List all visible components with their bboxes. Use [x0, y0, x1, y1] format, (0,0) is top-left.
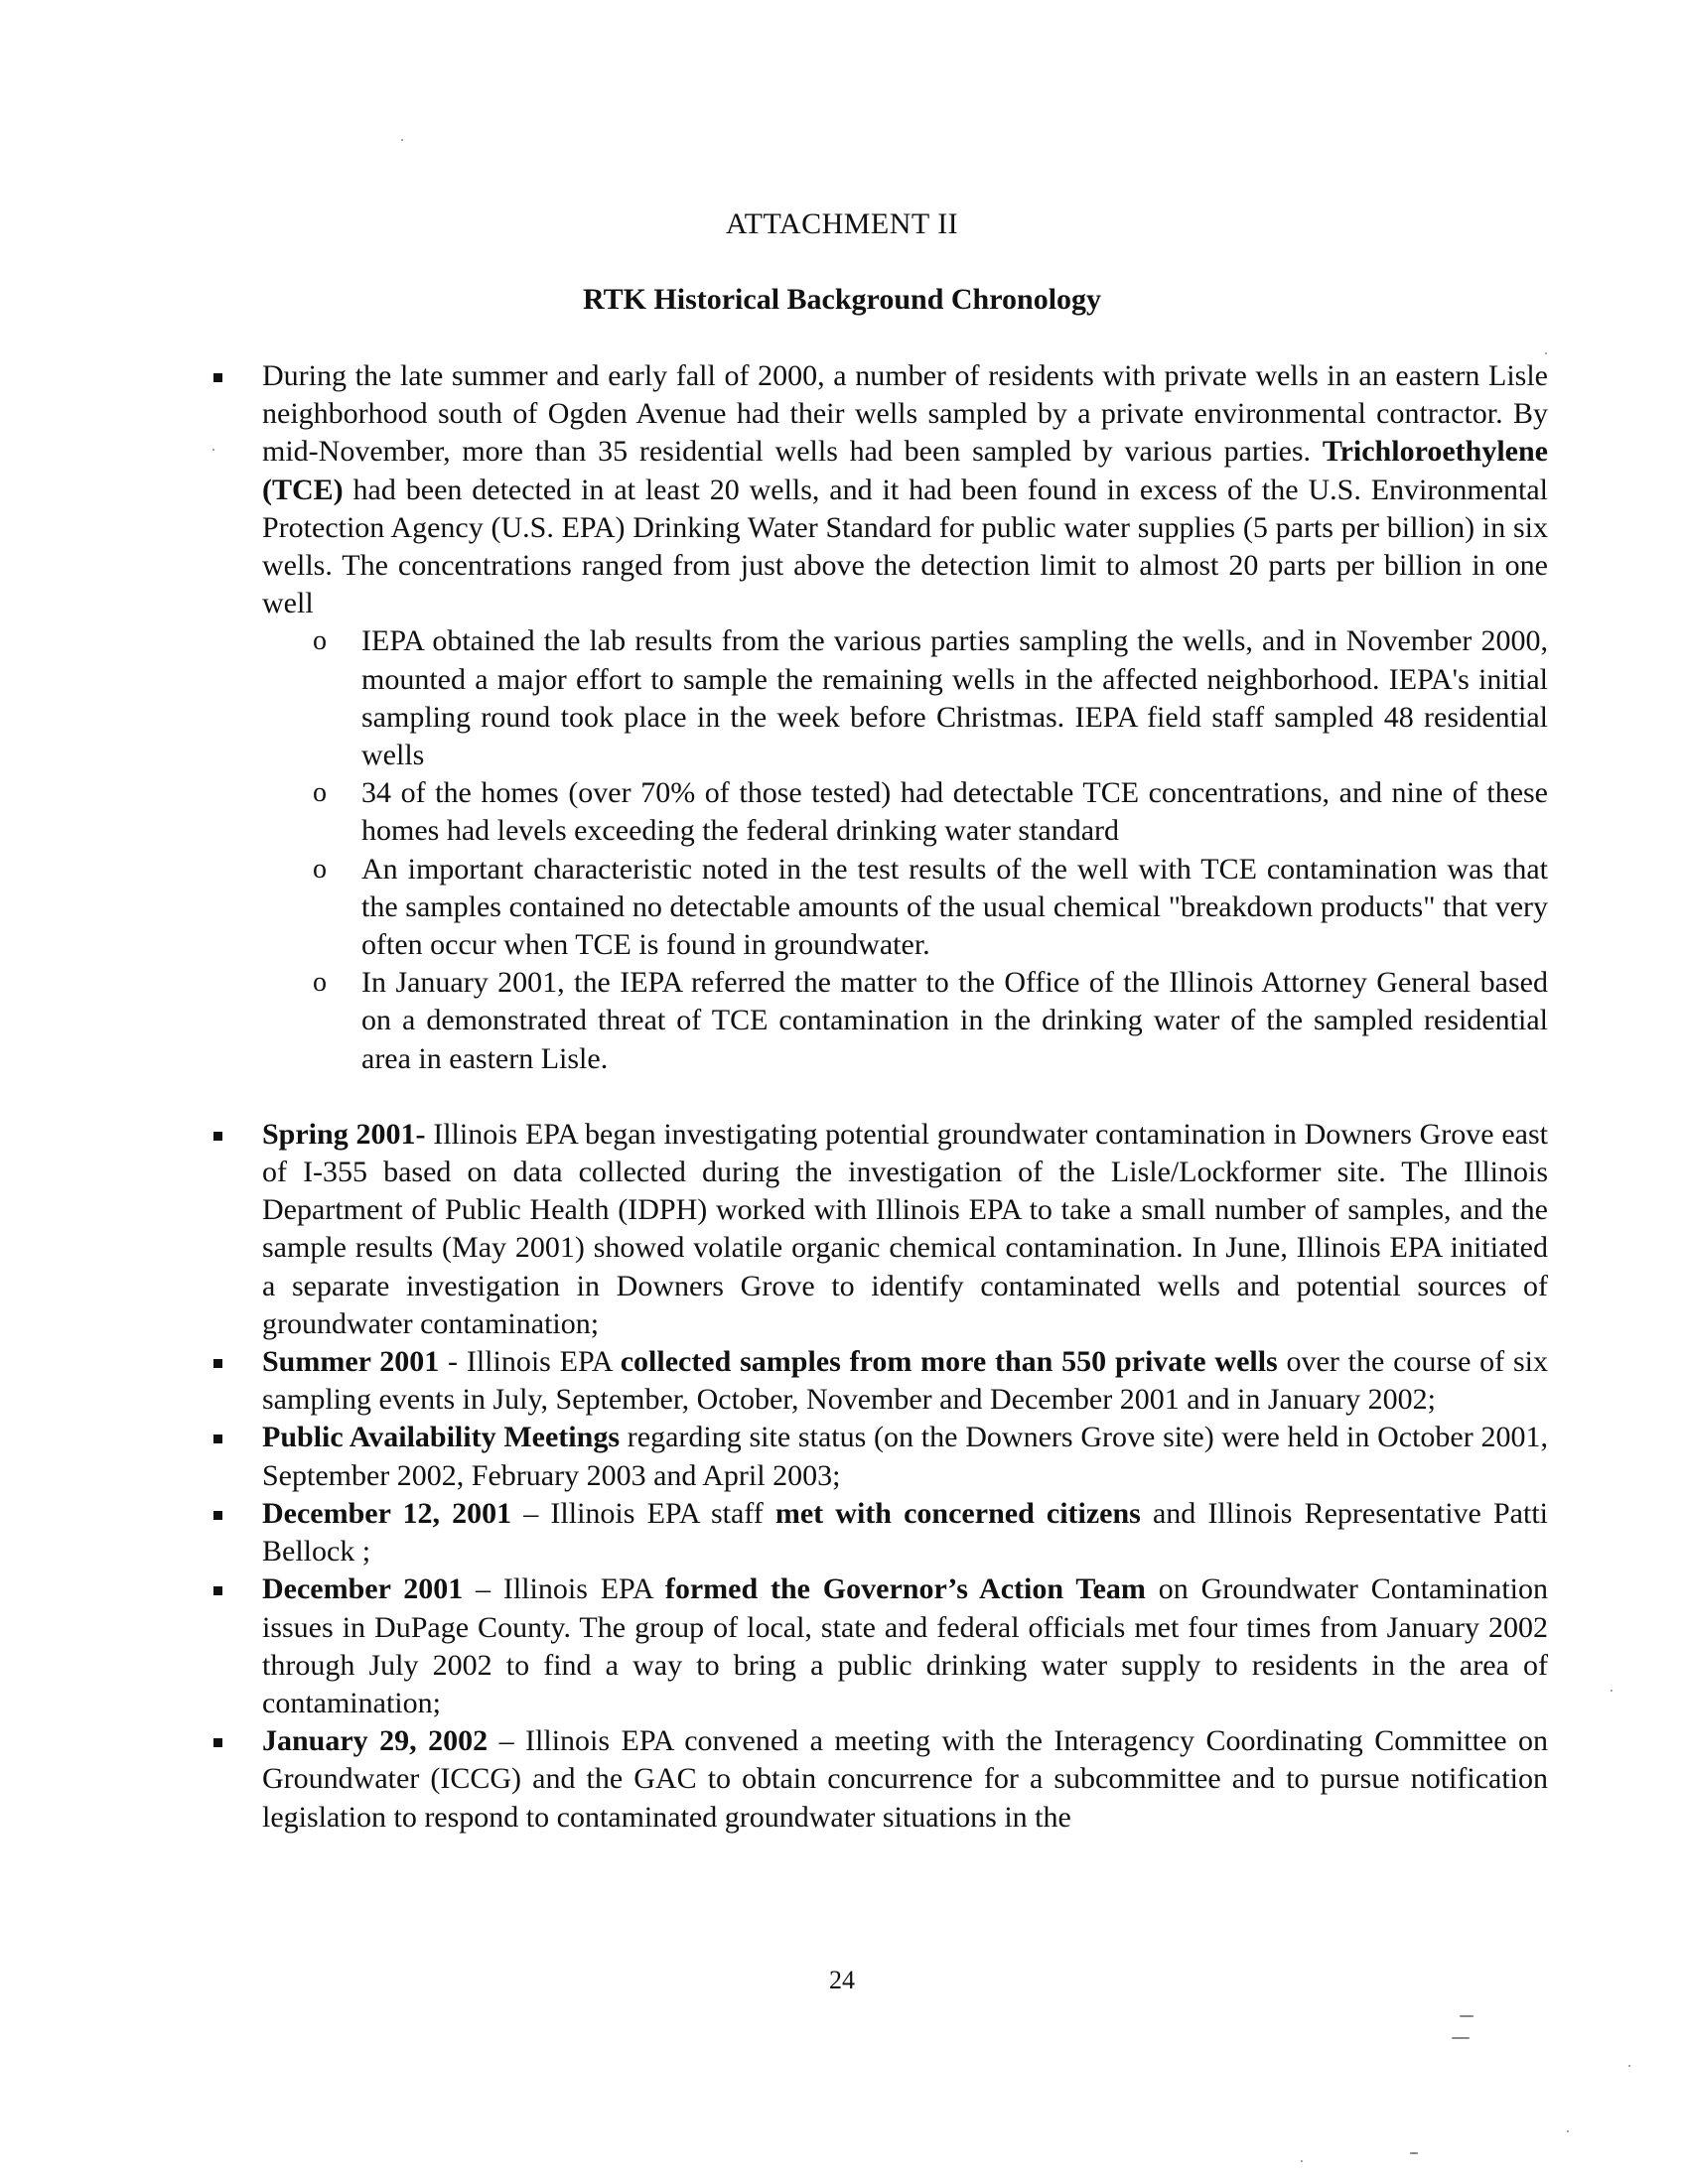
scan-speck — [401, 139, 403, 141]
bullet-emphasis: December 2001 — [262, 1572, 464, 1606]
bullet-emphasis: formed the Governor’s Action Team — [664, 1572, 1146, 1606]
circle-bullet-icon: o — [313, 777, 327, 809]
bullet-emphasis: Public Availability Meetings — [262, 1421, 620, 1454]
bullet-text: on Groundwater Contamination issues in DuPage County. The group of local, state and federal officials met four times from January 2002 through July 2002 to find a way to bring a public drinking water supply to residents in the area of contamination; — [262, 1572, 1549, 1719]
scan-speck — [1545, 352, 1547, 354]
bullet-emphasis: collected samples from more than 550 private wells — [620, 1345, 1278, 1379]
bullet-text: regarding site status (on the Downers Grove site) were held in October 2001, September 2002, February 2003 and April 2003; — [262, 1421, 1548, 1492]
list-item — [262, 357, 1548, 1078]
sub-item-text: An important characteristic noted in the test results of the well with TCE contamination was that the samples contained no detectable amounts of the usual chemical "breakdown products" that very often occur when TCE is found in groundwater. — [361, 852, 1548, 962]
square-bullet-icon — [213, 1511, 222, 1520]
bullet-text: - Illinois EPA — [439, 1345, 621, 1379]
list-item — [262, 1722, 1548, 1837]
sub-list-item — [313, 774, 1548, 850]
scan-speck — [1301, 2160, 1303, 2162]
list-item — [262, 1343, 1548, 1419]
scan-speck — [1628, 2065, 1630, 2067]
sub-list-item — [313, 851, 1548, 965]
scan-speck — [1410, 2152, 1418, 2154]
square-bullet-icon — [213, 1434, 222, 1443]
bullet-text: – Illinois EPA convened a meeting with the Interagency Coordinating Committee on Groundwater (ICCG) and the GAC to obtain concurrence for a subcommittee and to pursue notification legislation to respond to contaminated groundwater situations in the — [262, 1724, 1548, 1834]
bullet-emphasis: Trichloroethylene (TCE) — [262, 435, 1548, 506]
bullet-emphasis: Summer 2001 — [262, 1345, 440, 1379]
bullet-emphasis: January 29, 2002 — [262, 1724, 489, 1758]
square-bullet-icon — [213, 1359, 222, 1368]
sub-item-text: In January 2001, the IEPA referred the matter to the Office of the Illinois Attorney General based on a demonstrated threat of TCE contamination in the drinking water of the sampled residential area in eastern Lisle. — [361, 966, 1548, 1075]
square-bullet-icon — [213, 1586, 222, 1595]
list-item — [262, 1495, 1548, 1570]
circle-bullet-icon: o — [313, 967, 327, 999]
sub-list-item — [313, 622, 1548, 774]
bullet-emphasis: Spring 2001- — [262, 1117, 426, 1151]
square-bullet-icon — [213, 373, 222, 382]
scan-speck — [1460, 2015, 1474, 2017]
attachment-heading: ATTACHMENT II — [725, 207, 959, 240]
bullet-emphasis: met with concerned citizens — [774, 1496, 1141, 1530]
sub-list-item — [313, 964, 1548, 1078]
square-bullet-icon — [213, 1738, 222, 1747]
list-item — [262, 1570, 1548, 1722]
bullet-text: – Illinois EPA — [463, 1572, 665, 1606]
scan-speck — [1567, 2130, 1569, 2132]
list-item — [262, 1419, 1548, 1494]
circle-bullet-icon: o — [313, 625, 327, 657]
spacer — [262, 1078, 1548, 1116]
scan-speck — [1611, 1690, 1613, 1692]
bullet-text: – Illinois EPA staff — [511, 1496, 775, 1530]
bullet-text: During the late summer and early fall of 2000, a number of residents with private wells in an eastern Lisle neighborhood south of Ogden Avenue had their wells sampled by a private environmental contractor. By mid-November, more than 35 residential wells had been sampled by various parties. — [262, 359, 1548, 469]
chronology-list — [0, 357, 1684, 1837]
sub-item-text: IEPA obtained the lab results from the various parties sampling the wells, and in November 2000, mounted a major effort to sample the remaining wells in the affected neighborhood. IEPA's initial sampling round took place in the week before Christmas. IEPA field staff sampled 48 residential wells — [361, 624, 1548, 772]
square-bullet-icon — [213, 1132, 222, 1141]
bullet-text: and Illinois Representative Patti Bellock ; — [262, 1496, 1548, 1569]
list-item — [262, 1116, 1548, 1343]
chronology-title: RTK Historical Background Chronology — [582, 283, 1102, 316]
bullet-text: Illinois EPA began investigating potential groundwater contamination in Downers Grove east of I-355 based on data collected during the investigation of the Lisle/Lockformer site. The Illinois Department of Public Health (IDPH) worked with Illinois EPA to take a small number of samples, and the sample results (May 2001) showed volatile organic chemical contamination. In June, Illinois EPA initiated a separate investigation in Downers Grove to identify contaminated wells and potential sources of groundwater contamination; — [262, 1117, 1549, 1340]
circle-bullet-icon: o — [313, 853, 327, 885]
scan-speck — [212, 449, 214, 451]
bullet-text: over the course of six sampling events in July, September, October, November and December 2001 and in January 2002; — [262, 1345, 1548, 1417]
bullet-emphasis: December 12, 2001 — [262, 1496, 512, 1530]
sub-item-text: 34 of the homes (over 70% of those tested) had detectable TCE concentrations, and nine of these homes had levels exceeding the federal drinking water standard — [361, 776, 1548, 848]
chronology-body — [0, 357, 1684, 1837]
bullet-text: had been detected in at least 20 wells, and it had been found in excess of the U.S. Environmental Protection Agency (U.S. EPA) Drinking Water Standard for public water supplies (5 parts per billion) in six wells. The concentrations ranged from just above the detection limit to almost 20 parts per billion in one well — [262, 473, 1548, 620]
sub-list — [262, 622, 1548, 1077]
page-number: 24 — [829, 1966, 855, 1994]
scan-speck — [1452, 2037, 1470, 2039]
